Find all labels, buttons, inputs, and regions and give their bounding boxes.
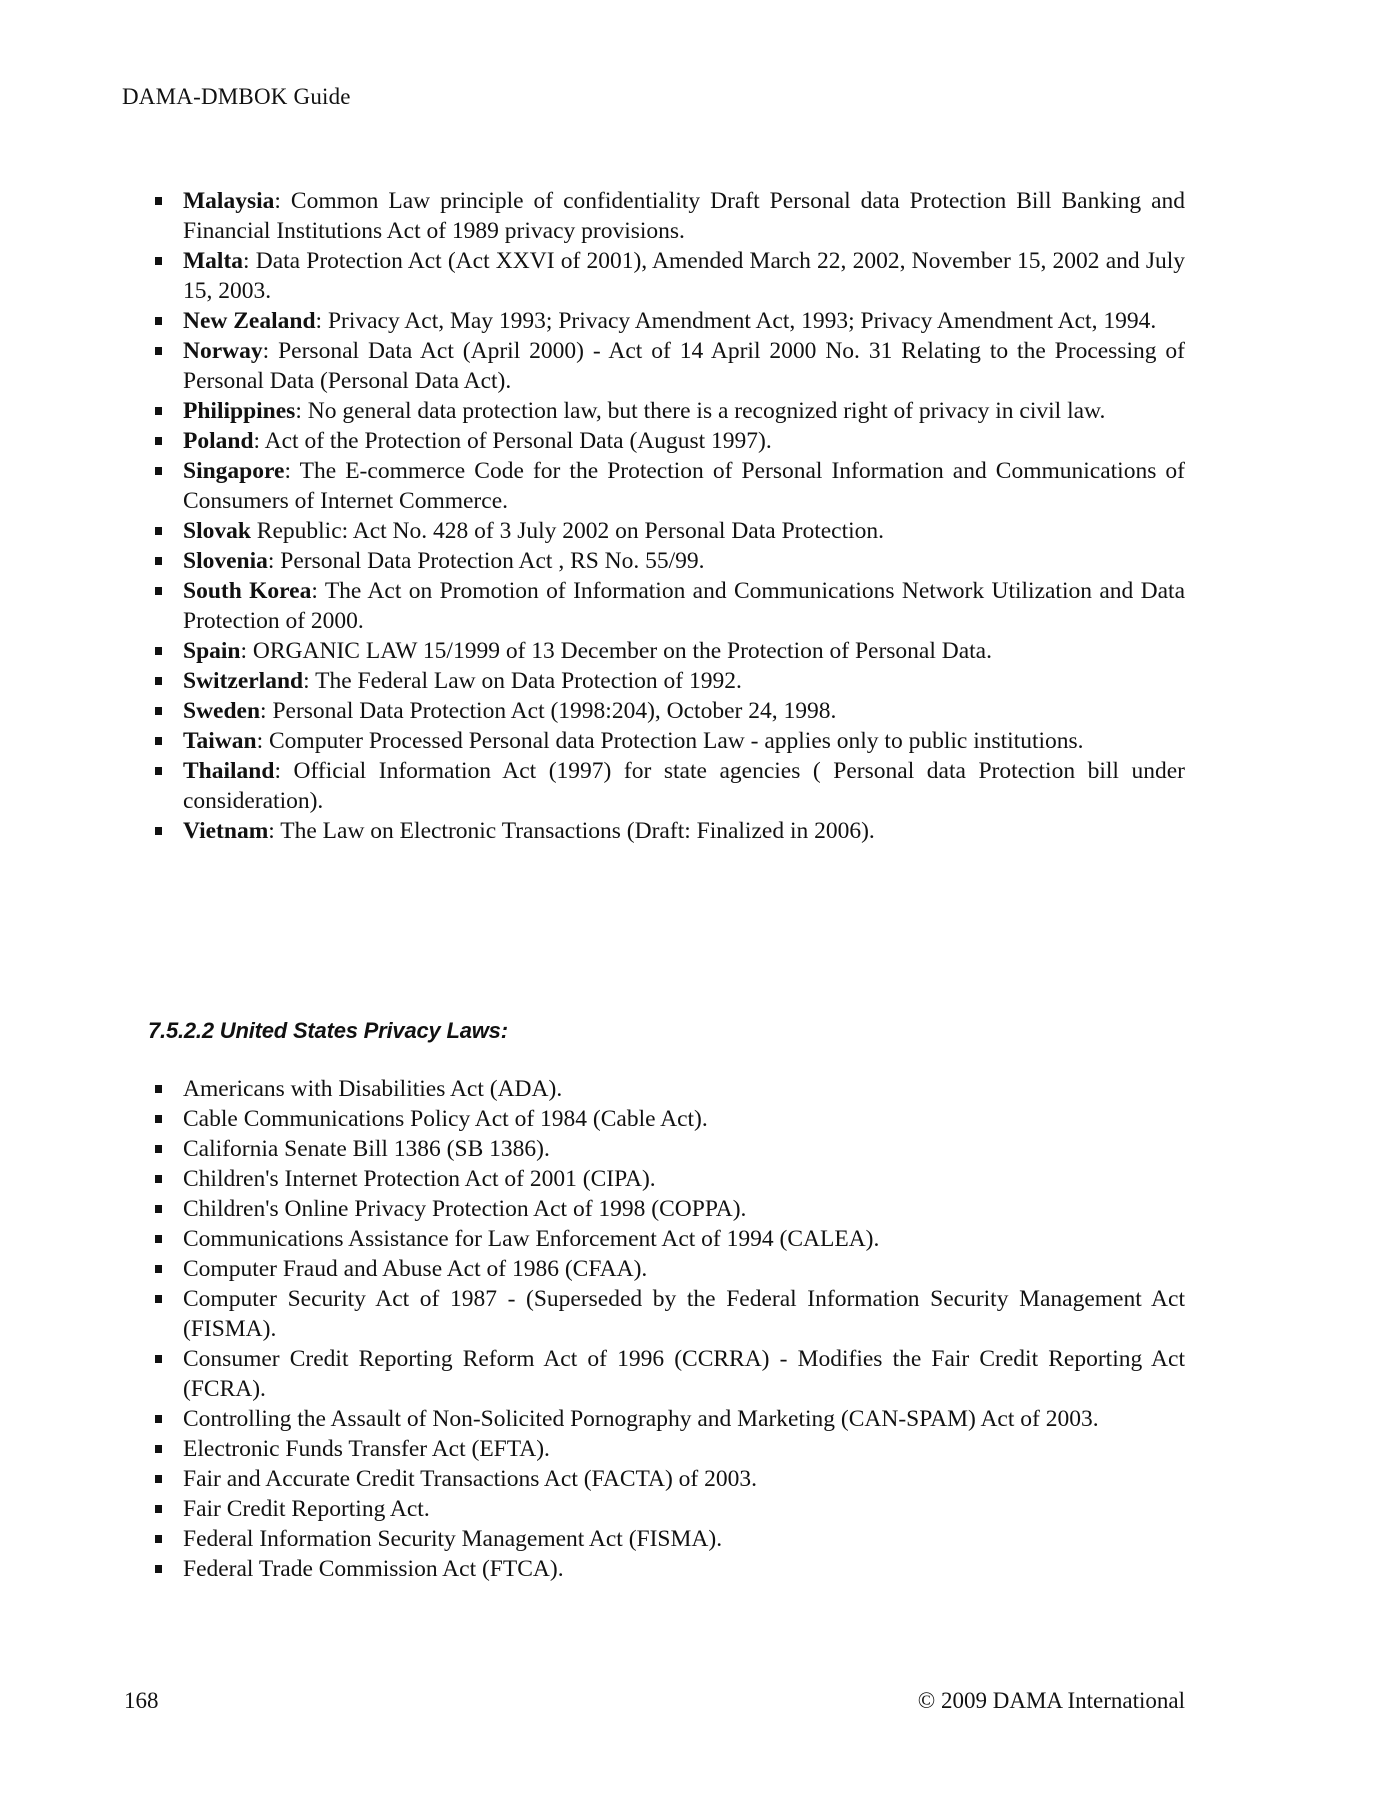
list-item (155, 246, 1185, 306)
separator: : (268, 818, 281, 844)
country-name: Malaysia (183, 188, 275, 214)
law-name: Controlling the Assault of Non-Solicited Pornography and Marketing (CAN-SPAM) Act of 2003. (183, 1406, 1099, 1432)
law-name: Americans with Disabilities Act (ADA). (183, 1076, 563, 1102)
law-name: Electronic Funds Transfer Act (EFTA). (183, 1436, 550, 1462)
country-name: Norway (183, 338, 263, 364)
separator: : (260, 698, 273, 724)
square-bullet-icon (155, 1115, 162, 1123)
separator: : (243, 248, 256, 274)
list-item (155, 1074, 1185, 1104)
list-item (155, 396, 1185, 426)
list-item (155, 306, 1185, 336)
list-item (155, 516, 1185, 546)
separator: : (256, 728, 269, 754)
law-description: Personal Data Protection Act , RS No. 55/99. (280, 548, 705, 574)
copyright-notice: © 2009 DAMA International (917, 1688, 1185, 1713)
square-bullet-icon (155, 1175, 162, 1183)
separator: : (303, 668, 316, 694)
list-item (155, 636, 1185, 666)
list-item (155, 426, 1185, 456)
list-item (155, 726, 1185, 756)
list-item (155, 1284, 1185, 1344)
country-name: South Korea (183, 578, 312, 604)
law-name: Computer Security Act of 1987 - (Superseded by the Federal Information Security Management Act (FISMA). (183, 1286, 1185, 1342)
list-item (155, 666, 1185, 696)
square-bullet-icon (155, 737, 162, 745)
law-description: The Federal Law on Data Protection of 1992. (315, 668, 742, 694)
square-bullet-icon (155, 1535, 162, 1543)
law-name: Consumer Credit Reporting Reform Act of 1996 (CCRRA) - Modifies the Fair Credit Reporting Act (FCRA). (183, 1346, 1185, 1402)
us-privacy-laws-list (155, 1074, 1185, 1584)
law-name: Cable Communications Policy Act of 1984 (Cable Act). (183, 1106, 708, 1132)
list-item (155, 816, 1185, 846)
square-bullet-icon (155, 197, 162, 205)
square-bullet-icon (155, 587, 162, 595)
list-item (155, 546, 1185, 576)
square-bullet-icon (155, 1475, 162, 1483)
square-bullet-icon (155, 1445, 162, 1453)
law-description: No general data protection law, but there is a recognized right of privacy in civil law. (307, 398, 1106, 424)
separator: : (311, 578, 325, 604)
separator: : (262, 338, 279, 364)
square-bullet-icon (155, 1085, 162, 1093)
square-bullet-icon (155, 647, 162, 655)
square-bullet-icon (155, 467, 162, 475)
list-item (155, 1104, 1185, 1134)
square-bullet-icon (155, 407, 162, 415)
square-bullet-icon (155, 1145, 162, 1153)
list-item (155, 1344, 1185, 1404)
list-item (155, 1434, 1185, 1464)
square-bullet-icon (155, 707, 162, 715)
square-bullet-icon (155, 317, 162, 325)
law-description: The Act on Promotion of Information and Communications Network Utilization and Data Protection of 2000. (183, 578, 1185, 634)
law-name: Fair and Accurate Credit Transactions Act (FACTA) of 2003. (183, 1466, 757, 1492)
law-name: Children's Online Privacy Protection Act of 1998 (COPPA). (183, 1196, 747, 1222)
country-name: Spain (183, 638, 241, 664)
square-bullet-icon (155, 1265, 162, 1273)
square-bullet-icon (155, 767, 162, 775)
country-name: Thailand (183, 758, 275, 784)
law-description: Official Information Act (1997) for state agencies ( Personal data Protection bill under consideration). (183, 758, 1186, 814)
law-description: Act of the Protection of Personal Data (August 1997). (264, 428, 772, 454)
country-name: Slovak (183, 518, 251, 544)
law-description: Privacy Act, May 1993; Privacy Amendment Act, 1993; Privacy Amendment Act, 1994. (327, 308, 1157, 334)
law-description: Computer Processed Personal data Protection Law - applies only to public institutions. (269, 728, 1084, 754)
section-heading: 7.5.2.2 United States Privacy Laws: (148, 1018, 508, 1043)
list-item (155, 1254, 1185, 1284)
list-item (155, 1524, 1185, 1554)
country-name: Slovenia (183, 548, 268, 574)
law-name: Computer Fraud and Abuse Act of 1986 (CFAA). (183, 1256, 648, 1282)
law-name: Federal Information Security Management Act (FISMA). (183, 1526, 723, 1552)
square-bullet-icon (155, 1295, 162, 1303)
list-item (155, 576, 1185, 636)
running-header: DAMA-DMBOK Guide (122, 84, 351, 109)
square-bullet-icon (155, 437, 162, 445)
law-name: Communications Assistance for Law Enforcement Act of 1994 (CALEA). (183, 1226, 880, 1252)
square-bullet-icon (155, 1505, 162, 1513)
list-item (155, 456, 1185, 516)
list-item (155, 696, 1185, 726)
law-description: The Law on Electronic Transactions (Draft: Finalized in 2006). (280, 818, 875, 844)
law-description: Common Law principle of confidentiality Draft Personal data Protection Bill Banking and Financial Institutions Act of 1989 privacy provisions. (183, 188, 1185, 244)
square-bullet-icon (155, 527, 162, 535)
law-description: Personal Data Protection Act (1998:204), October 24, 1998. (272, 698, 837, 724)
list-item (155, 756, 1185, 816)
country-name: Malta (183, 248, 244, 274)
list-item (155, 336, 1185, 396)
separator: : (315, 308, 328, 334)
square-bullet-icon (155, 1565, 162, 1573)
separator: : (267, 548, 281, 574)
law-description: Personal Data Act (April 2000) - Act of 14 April 2000 No. 31 Relating to the Processing of Personal Data (Personal Data Act). (183, 338, 1186, 394)
law-description: ORGANIC LAW 15/1999 of 13 December on the Protection of Personal Data. (252, 638, 992, 664)
square-bullet-icon (155, 347, 162, 355)
list-item (155, 1224, 1185, 1254)
separator: : (240, 638, 253, 664)
law-name: Federal Trade Commission Act (FTCA). (183, 1556, 564, 1582)
country-name: Taiwan (183, 728, 257, 754)
square-bullet-icon (155, 257, 162, 265)
square-bullet-icon (155, 1235, 162, 1243)
square-bullet-icon (155, 827, 162, 835)
square-bullet-icon (155, 1415, 162, 1423)
square-bullet-icon (155, 677, 162, 685)
square-bullet-icon (155, 557, 162, 565)
separator: : (284, 458, 300, 484)
list-item (155, 1554, 1185, 1584)
country-name: Philippines (183, 398, 296, 424)
list-item (155, 1404, 1185, 1434)
separator: : (274, 188, 291, 214)
country-name: New Zealand (183, 308, 316, 334)
list-item (155, 1134, 1185, 1164)
list-item (155, 1164, 1185, 1194)
country-name: Sweden (183, 698, 261, 724)
page-number: 168 (124, 1688, 159, 1713)
law-description: The E-commerce Code for the Protection of Personal Information and Communications of Consumers of Internet Commerce. (183, 458, 1185, 514)
square-bullet-icon (155, 1205, 162, 1213)
law-name: California Senate Bill 1386 (SB 1386). (183, 1136, 550, 1162)
country-name: Switzerland (183, 668, 304, 694)
country-name: Singapore (183, 458, 285, 484)
separator: : (295, 398, 308, 424)
separator: : (274, 758, 294, 784)
law-name: Fair Credit Reporting Act. (183, 1496, 430, 1522)
separator: : (253, 428, 265, 454)
list-item (155, 1464, 1185, 1494)
country-name: Poland (183, 428, 254, 454)
law-name: Children's Internet Protection Act of 2001 (CIPA). (183, 1166, 656, 1192)
list-item (155, 1194, 1185, 1224)
law-description: Republic: Act No. 428 of 3 July 2002 on Personal Data Protection. (256, 518, 885, 544)
law-description: Data Protection Act (Act XXVI of 2001), Amended March 22, 2002, November 15, 2002 and July 15, 2003. (183, 248, 1185, 304)
international-privacy-laws-list (155, 186, 1185, 846)
list-item (155, 1494, 1185, 1524)
square-bullet-icon (155, 1355, 162, 1363)
list-item (155, 186, 1185, 246)
country-name: Vietnam (183, 818, 269, 844)
